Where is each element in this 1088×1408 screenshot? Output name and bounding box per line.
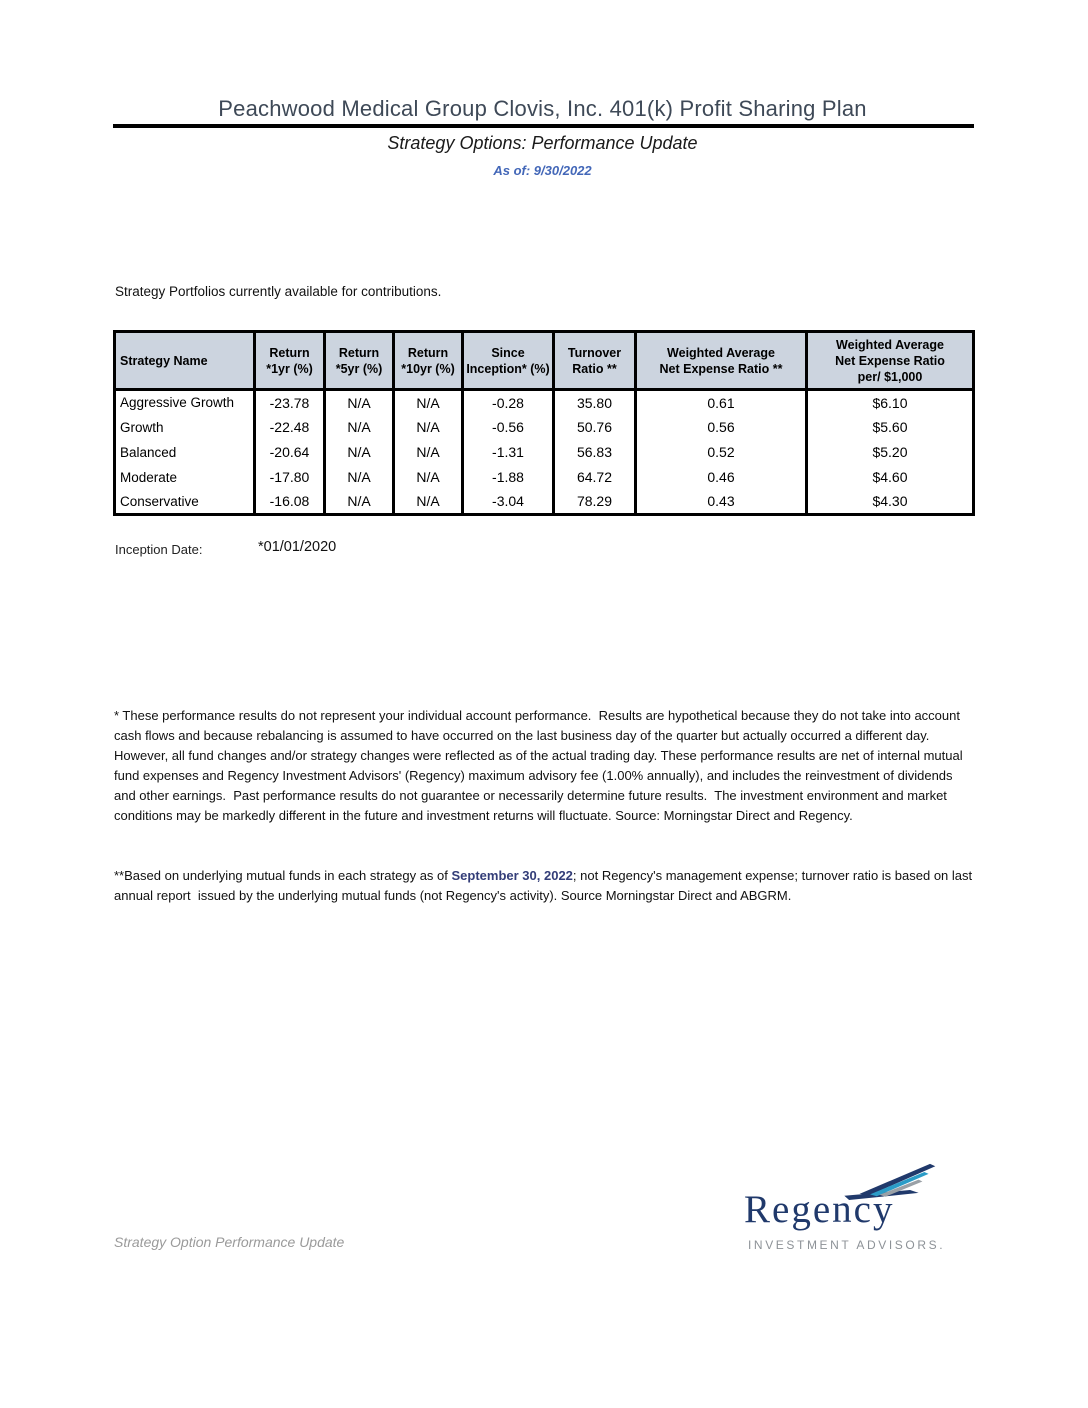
table-row-conservative xyxy=(115,490,974,515)
table-cell: 0.56 xyxy=(636,415,807,440)
logo-wordmark: Regency xyxy=(744,1188,895,1231)
table-cell: 64.72 xyxy=(554,465,636,490)
table-cell: 0.43 xyxy=(636,490,807,515)
table-cell: 0.61 xyxy=(636,390,807,415)
table-cell: $4.30 xyxy=(807,490,974,515)
footnote-turnover-note xyxy=(114,866,976,906)
performance-table xyxy=(113,330,975,516)
table-cell: 35.80 xyxy=(554,390,636,415)
footnote-as-of-date: September 30, 2022 xyxy=(451,868,573,883)
table-row-moderate xyxy=(115,465,974,490)
logo-tagline: INVESTMENT ADVISORS. xyxy=(748,1238,946,1252)
table-cell: N/A xyxy=(325,465,394,490)
header-cell-return-5yr: Return *5yr (%) xyxy=(325,332,394,390)
table-cell: N/A xyxy=(394,490,463,515)
header-cell-return-10yr: Return *10yr (%) xyxy=(394,332,463,390)
table-cell: Growth xyxy=(115,415,255,440)
regency-logo xyxy=(742,1158,952,1268)
table-cell: N/A xyxy=(325,440,394,465)
table-cell: N/A xyxy=(394,440,463,465)
table-cell: 0.46 xyxy=(636,465,807,490)
inception-date-value: *01/01/2020 xyxy=(258,539,337,555)
table-cell: -1.31 xyxy=(463,440,554,465)
header-cell-return-1yr: Return *1yr (%) xyxy=(255,332,325,390)
table-cell: Moderate xyxy=(115,465,255,490)
table-cell: -22.48 xyxy=(255,415,325,440)
table-cell: Balanced xyxy=(115,440,255,465)
intro-text: Strategy Portfolios currently available for contributions. xyxy=(115,284,442,299)
as-of-date: As of: 9/30/2022 xyxy=(493,163,592,178)
table-cell: Aggressive Growth xyxy=(115,390,255,415)
table-cell: -23.78 xyxy=(255,390,325,415)
footnote-turnover-text-after: ; not Regency's management expense; turnover ratio is based on last annual report issued by the underlying mutual funds (not Regency's activity). Source Morningstar Direct and ABGRM. xyxy=(114,868,976,903)
header-cell-weighted-avg-ner: Weighted Average Net Expense Ratio ** xyxy=(636,332,807,390)
table-cell: N/A xyxy=(394,415,463,440)
table-cell: N/A xyxy=(394,390,463,415)
table-cell: $5.20 xyxy=(807,440,974,465)
page-subtitle: Strategy Options: Performance Update xyxy=(387,133,698,153)
footnote-turnover-text-before: **Based on underlying mutual funds in each strategy as of xyxy=(114,868,452,883)
title-divider xyxy=(113,124,974,128)
table-cell: -1.88 xyxy=(463,465,554,490)
table-cell: -17.80 xyxy=(255,465,325,490)
inception-date-row xyxy=(115,541,615,559)
table-cell: N/A xyxy=(325,415,394,440)
table-cell: 78.29 xyxy=(554,490,636,515)
table-row-balanced xyxy=(115,440,974,465)
table-header-row xyxy=(115,332,974,390)
header-cell-weighted-avg-ner-per-1000: Weighted Average Net Expense Ratio per/ $1,000 xyxy=(807,332,974,390)
table-cell: 50.76 xyxy=(554,415,636,440)
header-cell-turnover-ratio: Turnover Ratio ** xyxy=(554,332,636,390)
table-cell: -20.64 xyxy=(255,440,325,465)
table-row-growth xyxy=(115,415,974,440)
table-cell: -3.04 xyxy=(463,490,554,515)
table-cell: 0.52 xyxy=(636,440,807,465)
table-cell: N/A xyxy=(325,390,394,415)
table-cell: -0.28 xyxy=(463,390,554,415)
table-cell: $4.60 xyxy=(807,465,974,490)
table-cell: Conservative xyxy=(115,490,255,515)
inception-date-label: Inception Date: xyxy=(115,542,203,557)
table-cell: N/A xyxy=(394,465,463,490)
table-cell: 56.83 xyxy=(554,440,636,465)
table-cell: $5.60 xyxy=(807,415,974,440)
table-row-aggressive-growth xyxy=(115,390,974,415)
page-title: Peachwood Medical Group Clovis, Inc. 401(k) Profit Sharing Plan xyxy=(218,96,867,121)
table-cell: -16.08 xyxy=(255,490,325,515)
header-cell-strategy-name: Strategy Name xyxy=(115,332,255,390)
table-cell: -0.56 xyxy=(463,415,554,440)
footer-text: Strategy Option Performance Update xyxy=(114,1234,345,1250)
footnote-performance-disclaimer: * These performance results do not represent your individual account performance. Results are hypothetical because they do not take into account cash flows and because rebalancing is assumed to have occurred on the last business day of the quarter but actually occurred a different day. However, all fund changes and/or strategy changes were reflected as of the actual trading day. These performance results are net of internal mutual fund expenses and Regency Investment Advisors' (Regency) maximum advisory fee (1.00% annually), and includes the reinvestment of dividends and other earnings. Past performance results do not guarantee or necessarily determine future results. The investment environment and market conditions may be markedly different in the future and investment returns will fluctuate. Source: Morningstar Direct and Regency. xyxy=(114,708,967,823)
table-cell: N/A xyxy=(325,490,394,515)
header-cell-since-inception: Since Inception* (%) xyxy=(463,332,554,390)
table-cell: $6.10 xyxy=(807,390,974,415)
